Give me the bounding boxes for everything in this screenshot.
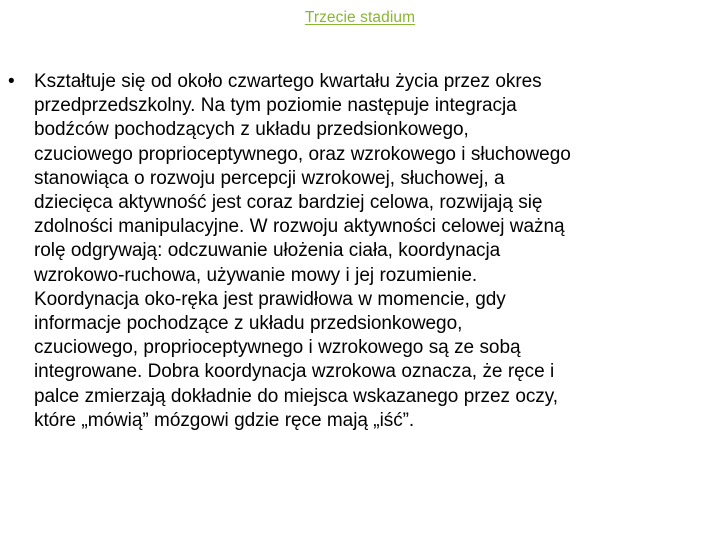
paragraph-line: stanowiąca o rozwoju percepcji wzrokowej, słuchowej, a	[34, 167, 505, 189]
slide-title: Trzecie stadium	[304, 9, 416, 26]
paragraph-line: Kształtuje się od około czwartego kwartału życia przez okres	[34, 71, 542, 92]
bullet-list	[8, 70, 720, 433]
paragraph-line: które „mówią” mózgowi gdzie ręce mają „iść”.	[34, 409, 415, 431]
paragraph-line: wzrokowo-ruchowa, używanie mowy i jej rozumienie.	[34, 264, 478, 286]
paragraph-line: czuciowego proprioceptywnego, oraz wzrokowego i słuchowego	[34, 143, 571, 165]
bullet-marker-icon: •	[8, 71, 15, 92]
bullet-item	[8, 70, 720, 433]
paragraph-line: dziecięca aktywność jest coraz bardziej celowa, rozwijają się	[34, 192, 543, 214]
paragraph-line: integrowane. Dobra koordynacja wzrokowa oznacza, że ręce i	[34, 361, 555, 383]
paragraph-line: przedprzedszkolny. Na tym poziomie następuje integracja	[34, 95, 517, 117]
paragraph-line: bodźców pochodzących z układu przedsionkowego,	[34, 119, 469, 141]
paragraph-line: Koordynacja oko-ręka jest prawidłowa w momencie, gdy	[34, 288, 506, 310]
paragraph-line: rolę odgrywają: odczuwanie ułożenia ciała, koordynacja	[34, 240, 501, 262]
paragraph-line: palce zmierzają dokładnie do miejsca wskazanego przez oczy,	[34, 385, 559, 407]
paragraph-line: czuciowego, proprioceptywnego i wzrokowego są ze sobą	[34, 337, 521, 359]
paragraph-line: informacje pochodzące z układu przedsionkowego,	[34, 313, 463, 335]
paragraph-line: zdolności manipulacyjne. W rozwoju aktywności celowej ważną	[34, 216, 565, 238]
